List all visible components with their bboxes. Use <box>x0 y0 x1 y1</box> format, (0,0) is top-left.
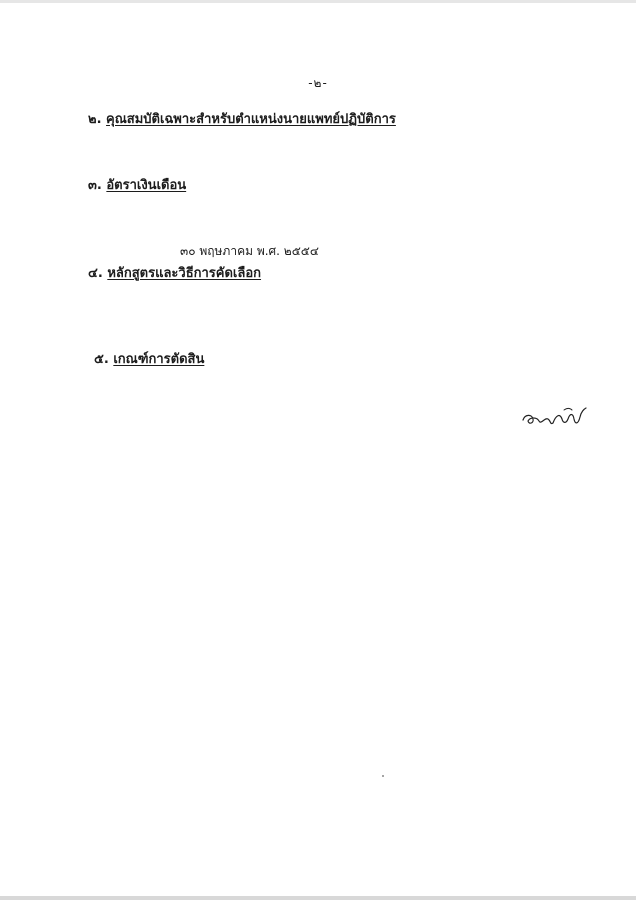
section-title: คุณสมบัติเฉพาะสำหรับตำแหน่งนายแพทย์ปฏิบัติการ <box>106 112 396 127</box>
section-number: ๓. <box>88 178 102 193</box>
section-number: ๕. <box>94 352 109 367</box>
section-heading-qualifications <box>88 108 396 129</box>
section-title: อัตราเงินเดือน <box>106 178 187 193</box>
scan-speck <box>382 775 384 777</box>
date-text: ๓๐ พฤษภาคม พ.ศ. ๒๕๕๔ <box>180 244 319 258</box>
page-number: -๒- <box>308 76 328 90</box>
section-title: เกณฑ์การตัดสิน <box>113 352 205 367</box>
section-number: ๔. <box>88 266 103 281</box>
section-heading-curriculum <box>88 262 261 283</box>
scan-top-edge <box>0 0 636 3</box>
section-number: ๒. <box>88 112 102 127</box>
section-title: หลักสูตรและวิธีการคัดเลือก <box>107 266 262 281</box>
section-heading-salary <box>88 174 186 195</box>
scan-bottom-edge <box>0 896 636 900</box>
section-heading-criteria <box>94 348 204 369</box>
handwritten-signature <box>520 404 592 430</box>
